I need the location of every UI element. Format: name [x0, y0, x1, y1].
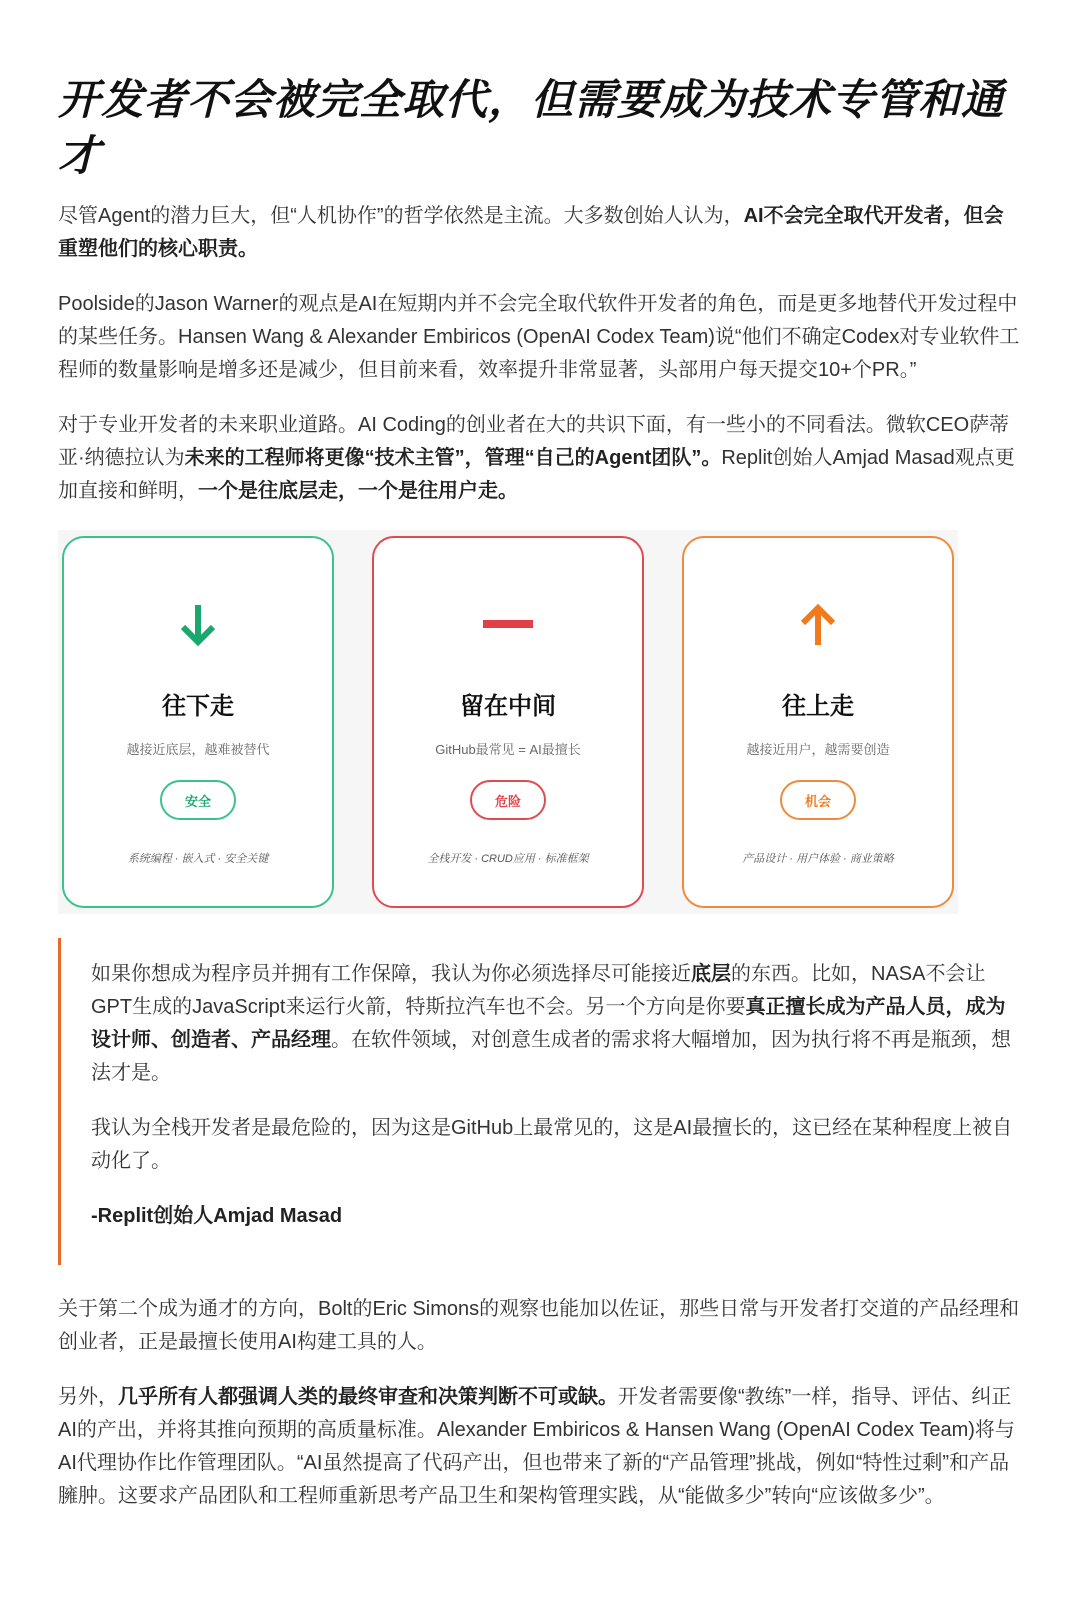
arrow-up-icon — [798, 600, 838, 650]
bold-text: 未来的工程师将更像“技术主管”，管理“自己的Agent团队”。 — [184, 447, 722, 469]
card-title: 留在中间 — [460, 693, 556, 720]
card-tags: 系统编程 · 嵌入式 · 安全关键 — [127, 853, 269, 865]
card-title: 往上走 — [782, 693, 854, 720]
paragraph-intro — [58, 200, 1022, 266]
direction-cards — [58, 530, 958, 914]
card-stay-middle — [372, 536, 644, 908]
dash-icon — [483, 600, 533, 650]
paragraph-generalist: 关于第二个成为通才的方向，Bolt的Eric Simons的观察也能加以佐证，那些日常与开发者打交道的产品经理和创业者，正是最擅长使用AI构建工具的人。 — [58, 1298, 1020, 1353]
text: 另外， — [58, 1386, 118, 1408]
paragraph-poolside: Poolside的Jason Warner的观点是AI在短期内并不会完全取代软件开发者的角色，而是更多地替代开发过程中的某些任务。Hansen Wang & Alexander Embiricos (OpenAI Codex Team)说“他们不确定Codex对专业软件工程师的数量影响是增多还是减少，但目前来看，效率提升非常显著，头部用户每天提交10+个PR。” — [58, 293, 1020, 381]
text: 的东西。比如，NASA不会让GPT生成的JavaScript来运行火箭，特斯拉汽车也不会。另一个方向是你要 — [91, 963, 986, 1018]
paragraph-review — [58, 1381, 1022, 1513]
status-badge: 机会 — [780, 780, 856, 820]
text: 开发者需要像“教练”一样，指导、评估、纠正AI的产出，并将其推向预期的高质量标准。Alexander Embiricos & Hansen Wang (OpenAI Codex Team)将与AI代理协作比作管理团队。“AI虽然提高了代码产出，但也带来了新的“产品管理”挑战，例如“特性过剩”和产品臃肿。这要求产品团队和工程师重新思考产品卫生和架构管理实践，从“能做多少”转向“应该做多少”。 — [58, 1386, 1015, 1507]
card-subtitle: 越接近底层，越难被替代 — [126, 742, 270, 757]
bold-text: 几乎所有人都强调人类的最终审查和决策判断不可或缺。 — [118, 1386, 618, 1408]
arrow-down-icon — [178, 600, 218, 650]
text: 尽管Agent的潜力巨大，但“人机协作”的哲学依然是主流。大多数创始人认为， — [58, 205, 744, 227]
card-subtitle: 越接近用户，越需要创造 — [746, 742, 890, 757]
card-tags: 产品设计 · 用户体验 · 商业策略 — [742, 853, 894, 865]
article-title: 开发者不会被完全取代，但需要成为技术专管和通才 — [58, 76, 1005, 179]
paragraph-career — [58, 409, 1022, 508]
text: 如果你想成为程序员并拥有工作保障，我认为你必须选择尽可能接近 — [91, 963, 691, 985]
card-subtitle: GitHub最常见 = AI最擅长 — [435, 742, 581, 757]
text: 。在软件领域，对创意生成者的需求将大幅增加，因为执行将不再是瓶颈，想法才是。 — [91, 1029, 1011, 1084]
status-badge: 安全 — [160, 780, 236, 820]
quote-paragraph — [91, 958, 1022, 1090]
quote-paragraph: 我认为全栈开发者是最危险的，因为这是GitHub上最常见的，这是AI最擅长的，这已经在某种程度上被自动化了。 — [91, 1117, 1013, 1172]
bold-text: AI不会完全取代开发者，但会重塑他们的核心职责。 — [58, 205, 1004, 260]
blockquote — [58, 938, 1022, 1265]
quote-attribution — [91, 1200, 1022, 1233]
text: 对于专业开发者的未来职业道路。AI Coding的创业者在大的共识下面，有一些小的不同看法。微软CEO萨蒂亚·纳德拉认为 — [58, 414, 1010, 469]
card-title: 往下走 — [162, 693, 234, 720]
bold-text: 一个是往底层走，一个是往用户走。 — [198, 480, 518, 502]
bold-text: 真正擅长成为产品人员，成为设计师、创造者、产品经理 — [91, 996, 1006, 1051]
card-go-up — [682, 536, 954, 908]
bold-text: 底层 — [691, 963, 731, 985]
status-badge: 危险 — [470, 780, 546, 820]
card-tags: 全栈开发 · CRUD应用 · 标准框架 — [427, 853, 589, 865]
card-go-down — [62, 536, 334, 908]
attribution-text: -Replit创始人Amjad Masad — [91, 1205, 343, 1227]
text: Replit创始人Amjad Masad观点更加直接和鲜明， — [58, 447, 1015, 502]
